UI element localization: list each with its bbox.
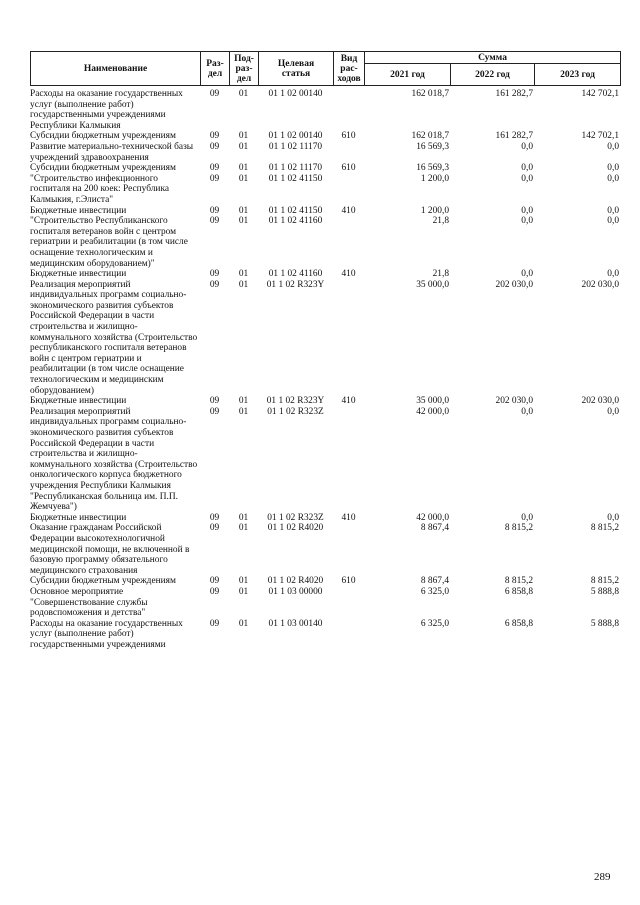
row-sum-2021: 1 200,0 bbox=[420, 205, 449, 216]
row-sum-2022: 0,0 bbox=[521, 141, 533, 152]
row-sum-2023: 0,0 bbox=[607, 173, 619, 184]
header-target: Целевая статья bbox=[259, 52, 334, 86]
row-podrazdel: 01 bbox=[238, 618, 249, 629]
row-kind: 610 bbox=[341, 163, 356, 174]
row-kind bbox=[333, 523, 364, 576]
row-kind: 410 bbox=[341, 396, 356, 407]
row-sum-2022: 8 815,2 bbox=[504, 523, 533, 534]
row-razdel: 09 bbox=[209, 512, 220, 523]
table-row bbox=[30, 131, 620, 142]
row-name: Субсидии бюджетным учреждениям bbox=[30, 163, 176, 174]
row-target: 01 1 02 R323Z bbox=[267, 512, 324, 523]
row-podrazdel: 01 bbox=[238, 173, 249, 184]
row-razdel: 09 bbox=[209, 523, 220, 534]
row-name: Бюджетные инвестиции bbox=[30, 396, 127, 407]
row-sum-2023: 5 888,8 bbox=[590, 586, 619, 597]
row-podrazdel: 01 bbox=[238, 89, 249, 99]
row-sum-2021: 16 569,3 bbox=[416, 163, 449, 174]
row-name: Расходы на оказание государственных услуг (выполнение работ) государственными учреждениями bbox=[30, 618, 183, 650]
row-target: 01 1 02 11170 bbox=[268, 163, 323, 174]
header-section: Раз- дел bbox=[201, 52, 230, 86]
row-sum-2022: 0,0 bbox=[521, 512, 533, 523]
row-razdel: 09 bbox=[209, 163, 220, 174]
row-kind bbox=[333, 280, 364, 397]
row-sum-2022: 202 030,0 bbox=[495, 396, 533, 407]
row-kind: 410 bbox=[341, 269, 356, 280]
row-razdel: 09 bbox=[209, 269, 220, 280]
row-sum-2023: 0,0 bbox=[607, 406, 619, 417]
row-target: 01 1 02 R4020 bbox=[267, 523, 324, 534]
row-name: "Строительство инфекционного госпиталя на 200 коек: Республика Калмыкия, г.Элиста" bbox=[30, 173, 170, 205]
row-podrazdel: 01 bbox=[238, 163, 249, 174]
row-podrazdel: 01 bbox=[238, 141, 249, 152]
table-row bbox=[30, 407, 620, 513]
table-row bbox=[30, 280, 620, 397]
row-sum-2022: 0,0 bbox=[521, 216, 533, 227]
row-sum-2022: 0,0 bbox=[521, 173, 533, 184]
page-number: 289 bbox=[594, 871, 611, 883]
row-kind bbox=[333, 89, 364, 131]
row-podrazdel: 01 bbox=[238, 512, 249, 523]
table-row bbox=[30, 523, 620, 576]
row-sum-2021: 8 867,4 bbox=[420, 576, 449, 587]
row-sum-2023: 0,0 bbox=[607, 163, 619, 174]
row-sum-2022: 0,0 bbox=[521, 163, 533, 174]
row-kind bbox=[333, 407, 364, 513]
row-target: 01 1 02 00140 bbox=[268, 131, 323, 142]
row-sum-2022: 0,0 bbox=[521, 269, 533, 280]
row-sum-2023: 202 030,0 bbox=[581, 396, 619, 407]
row-sum-2021: 1 200,0 bbox=[420, 173, 449, 184]
row-name: Субсидии бюджетным учреждениям bbox=[30, 576, 176, 587]
row-sum-2023: 202 030,0 bbox=[581, 279, 619, 290]
row-sum-2023: 0,0 bbox=[607, 141, 619, 152]
row-kind: 410 bbox=[341, 512, 356, 523]
row-sum-2021: 42 000,0 bbox=[416, 512, 449, 523]
header-year-2021: 2021 год bbox=[365, 64, 451, 86]
row-sum-2022: 161 282,7 bbox=[495, 131, 533, 142]
table-header bbox=[30, 51, 621, 86]
row-name: "Строительство Республиканского госпиталя ветеранов войн с центром гериатрии и реабилитации (в том числе оснащение технологическим и медицинским оборудованием)" bbox=[30, 216, 188, 269]
row-sum-2023: 0,0 bbox=[607, 512, 619, 523]
row-name: Расходы на оказание государственных услуг (выполнение работ) государственными учреждениями Республики Калмыкия bbox=[30, 89, 183, 131]
row-razdel: 09 bbox=[209, 586, 220, 597]
row-sum-2023: 8 815,2 bbox=[590, 576, 619, 587]
header-year-2023: 2023 год bbox=[535, 64, 621, 86]
table-row bbox=[30, 619, 620, 651]
table-row bbox=[30, 89, 620, 131]
header-year-2022: 2022 год bbox=[451, 64, 535, 86]
row-sum-2022: 8 815,2 bbox=[504, 576, 533, 587]
row-razdel: 09 bbox=[209, 216, 220, 227]
row-razdel: 09 bbox=[209, 406, 220, 417]
table-body bbox=[30, 89, 620, 650]
row-razdel: 09 bbox=[209, 131, 220, 142]
row-target: 01 1 02 41150 bbox=[268, 173, 323, 184]
row-kind: 410 bbox=[341, 205, 356, 216]
row-sum-2021: 21,8 bbox=[432, 216, 449, 227]
row-sum-2023: 5 888,8 bbox=[590, 618, 619, 629]
row-razdel: 09 bbox=[209, 576, 220, 587]
row-podrazdel: 01 bbox=[238, 406, 249, 417]
row-sum-2021: 162 018,7 bbox=[411, 131, 449, 142]
header-name: Наименование bbox=[31, 52, 201, 86]
table-row bbox=[30, 174, 620, 206]
table-row bbox=[30, 142, 620, 163]
row-sum-2021: 6 325,0 bbox=[420, 618, 449, 629]
row-razdel: 09 bbox=[209, 279, 220, 290]
row-sum-2023: 142 702,1 bbox=[581, 89, 619, 99]
row-target: 01 1 02 R323Z bbox=[267, 406, 324, 417]
row-podrazdel: 01 bbox=[238, 523, 249, 534]
row-target: 01 1 02 41160 bbox=[268, 269, 323, 280]
row-sum-2021: 16 569,3 bbox=[416, 141, 449, 152]
row-name: Реализация мероприятий индивидуальных программ социально-экономического развития субъектов Российской Федерации в части строительства и жилищно-коммунального хозяйства (Строительство онкологического корпуса бюджетного учреждения Республики Калмыкия "Республиканская больница им. П.П. Жемчуева") bbox=[30, 406, 198, 513]
row-name: Бюджетные инвестиции bbox=[30, 205, 127, 216]
row-target: 01 1 02 41150 bbox=[268, 205, 323, 216]
row-sum-2023: 8 815,2 bbox=[590, 523, 619, 534]
row-target: 01 1 02 R4020 bbox=[267, 576, 324, 587]
row-sum-2022: 6 858,8 bbox=[504, 618, 533, 629]
row-podrazdel: 01 bbox=[238, 269, 249, 280]
header-kind: Вид рас- ходов bbox=[334, 52, 365, 86]
row-target: 01 1 02 00140 bbox=[268, 89, 323, 99]
row-podrazdel: 01 bbox=[238, 216, 249, 227]
row-sum-2022: 0,0 bbox=[521, 205, 533, 216]
row-name: Развитие материально-технической базы учреждений здравоохранения bbox=[30, 141, 194, 163]
row-podrazdel: 01 bbox=[238, 586, 249, 597]
table-row bbox=[30, 513, 620, 524]
row-sum-2021: 162 018,7 bbox=[411, 89, 449, 99]
header-sum: Сумма bbox=[365, 52, 621, 64]
row-sum-2023: 0,0 bbox=[607, 269, 619, 280]
row-sum-2021: 6 325,0 bbox=[420, 586, 449, 597]
row-razdel: 09 bbox=[209, 173, 220, 184]
table-row bbox=[30, 587, 620, 619]
row-target: 01 1 02 41160 bbox=[268, 216, 323, 227]
row-podrazdel: 01 bbox=[238, 205, 249, 216]
row-sum-2022: 0,0 bbox=[521, 406, 533, 417]
row-kind bbox=[333, 587, 364, 619]
table-row bbox=[30, 396, 620, 407]
table-row bbox=[30, 206, 620, 217]
header-subsection: Под- раз- дел bbox=[230, 52, 259, 86]
row-name: Реализация мероприятий индивидуальных программ социально-экономического развития субъектов Российской Федерации в части строительства и жилищно-коммунального хозяйства (Строительство республиканского госпиталя ветеранов войн с центром гериатрии и реабилитации (в том числе оснащение технологическим и медицинским оборудованием) bbox=[30, 279, 198, 396]
row-kind: 610 bbox=[341, 131, 356, 142]
row-name: Бюджетные инвестиции bbox=[30, 269, 127, 280]
row-sum-2021: 35 000,0 bbox=[416, 279, 449, 290]
row-razdel: 09 bbox=[209, 396, 220, 407]
row-name: Бюджетные инвестиции bbox=[30, 512, 127, 523]
row-podrazdel: 01 bbox=[238, 396, 249, 407]
row-sum-2023: 0,0 bbox=[607, 216, 619, 227]
row-sum-2022: 161 282,7 bbox=[495, 89, 533, 99]
row-razdel: 09 bbox=[209, 141, 220, 152]
row-name: Оказание гражданам Российской Федерации высокотехнологичной медицинской помощи, не включенной в базовую программу обязательного медицинского страхования bbox=[30, 523, 190, 576]
row-kind bbox=[333, 142, 364, 163]
table-row bbox=[30, 163, 620, 174]
row-podrazdel: 01 bbox=[238, 576, 249, 587]
row-sum-2022: 202 030,0 bbox=[495, 279, 533, 290]
row-sum-2023: 0,0 bbox=[607, 205, 619, 216]
row-kind bbox=[333, 216, 364, 269]
row-razdel: 09 bbox=[209, 618, 220, 629]
row-sum-2021: 35 000,0 bbox=[416, 396, 449, 407]
row-name: Субсидии бюджетным учреждениям bbox=[30, 131, 176, 142]
row-sum-2021: 21,8 bbox=[432, 269, 449, 280]
row-kind bbox=[333, 619, 364, 651]
row-target: 01 1 03 00000 bbox=[268, 586, 323, 597]
row-target: 01 1 02 R323Y bbox=[266, 396, 325, 407]
row-target: 01 1 03 00140 bbox=[268, 618, 323, 629]
budget-table bbox=[30, 89, 620, 650]
row-sum-2023: 142 702,1 bbox=[581, 131, 619, 142]
row-razdel: 09 bbox=[209, 89, 220, 99]
row-sum-2021: 8 867,4 bbox=[420, 523, 449, 534]
row-podrazdel: 01 bbox=[238, 279, 249, 290]
row-podrazdel: 01 bbox=[238, 131, 249, 142]
table-row bbox=[30, 269, 620, 280]
table-row bbox=[30, 216, 620, 269]
row-name: Основное мероприятие "Совершенствование службы родовспоможения и детства" bbox=[30, 586, 148, 619]
row-razdel: 09 bbox=[209, 205, 220, 216]
row-kind: 610 bbox=[341, 576, 356, 587]
row-target: 01 1 02 11170 bbox=[268, 141, 323, 152]
table-row bbox=[30, 576, 620, 587]
row-sum-2022: 6 858,8 bbox=[504, 586, 533, 597]
row-target: 01 1 02 R323Y bbox=[266, 279, 325, 290]
row-sum-2021: 42 000,0 bbox=[416, 406, 449, 417]
row-kind bbox=[333, 174, 364, 206]
